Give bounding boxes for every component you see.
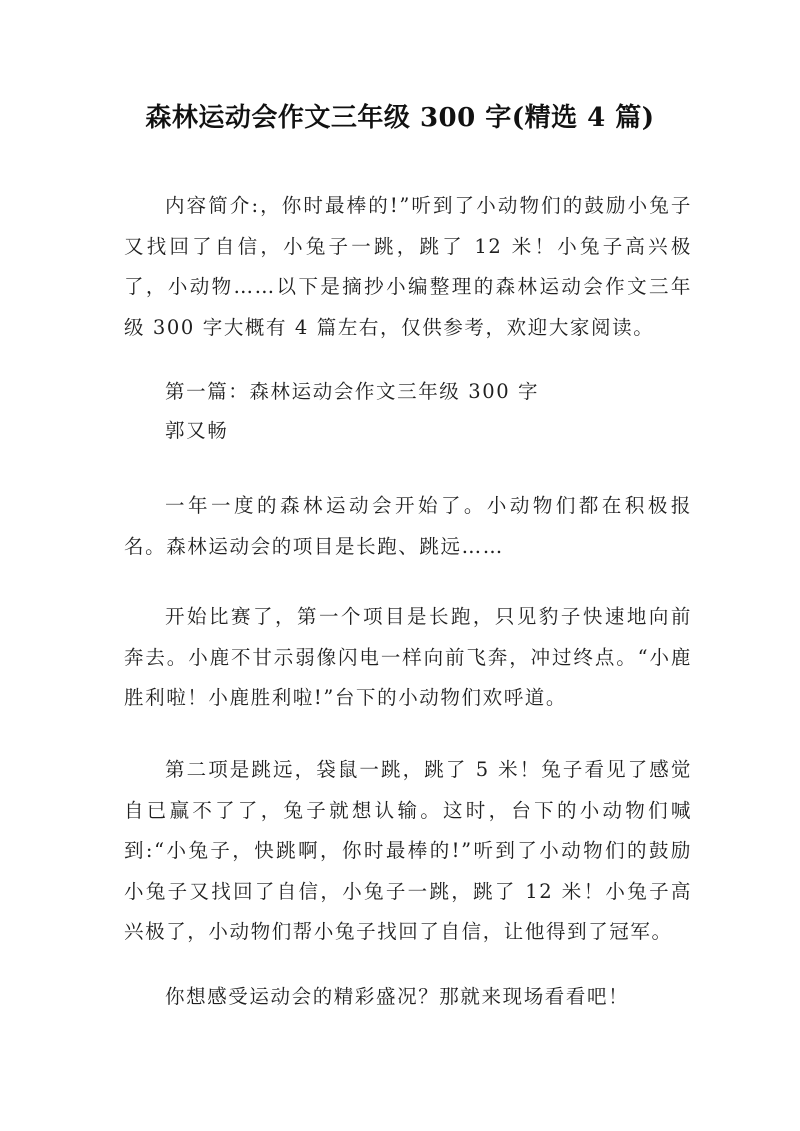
- author-name: 郭又畅: [165, 419, 229, 442]
- section-heading: 第一篇：森林运动会作文三年级 300 字: [165, 380, 540, 403]
- body-paragraph-4: 你想感受运动会的精彩盛况？那就来现场看看吧！: [165, 985, 630, 1008]
- body-paragraph-3: 第二项是跳远，袋鼠一跳，跳了 5 米！兔子看见了感觉自已赢不了了，兔子就想认输。这时，台下的小动物们喊到:“小兔子，快跳啊，你时最棒的!”听到了小动物们的鼓励小兔子又找回了自信，小兔子一跳，跳了 12 米！小兔子高兴极了，小动物们帮小兔子找回了自信，让他得到了冠军。: [124, 758, 692, 943]
- body-paragraph-1: 一年一度的森林运动会开始了。小动物们都在积极报名。森林运动会的项目是长跑、跳远……: [124, 494, 692, 558]
- body-paragraph-2: 开始比赛了，第一个项目是长跑，只见豹子快速地向前奔去。小鹿不甘示弱像闪电一样向前飞奔，冲过终点。“小鹿胜利啦！小鹿胜利啦!”台下的小动物们欢呼道。: [124, 605, 692, 709]
- summary-paragraph: 内容简介:，你时最棒的!”听到了小动物们的鼓励小兔子又找回了自信，小兔子一跳，跳了 12 米！小兔子高兴极了，小动物……以下是摘抄小编整理的森林运动会作文三年级 300 字大概有 4 篇左右，仅供参考，欢迎大家阅读。: [124, 194, 692, 339]
- document-title: 森林运动会作文三年级 300 字(精选 4 篇): [145, 103, 655, 133]
